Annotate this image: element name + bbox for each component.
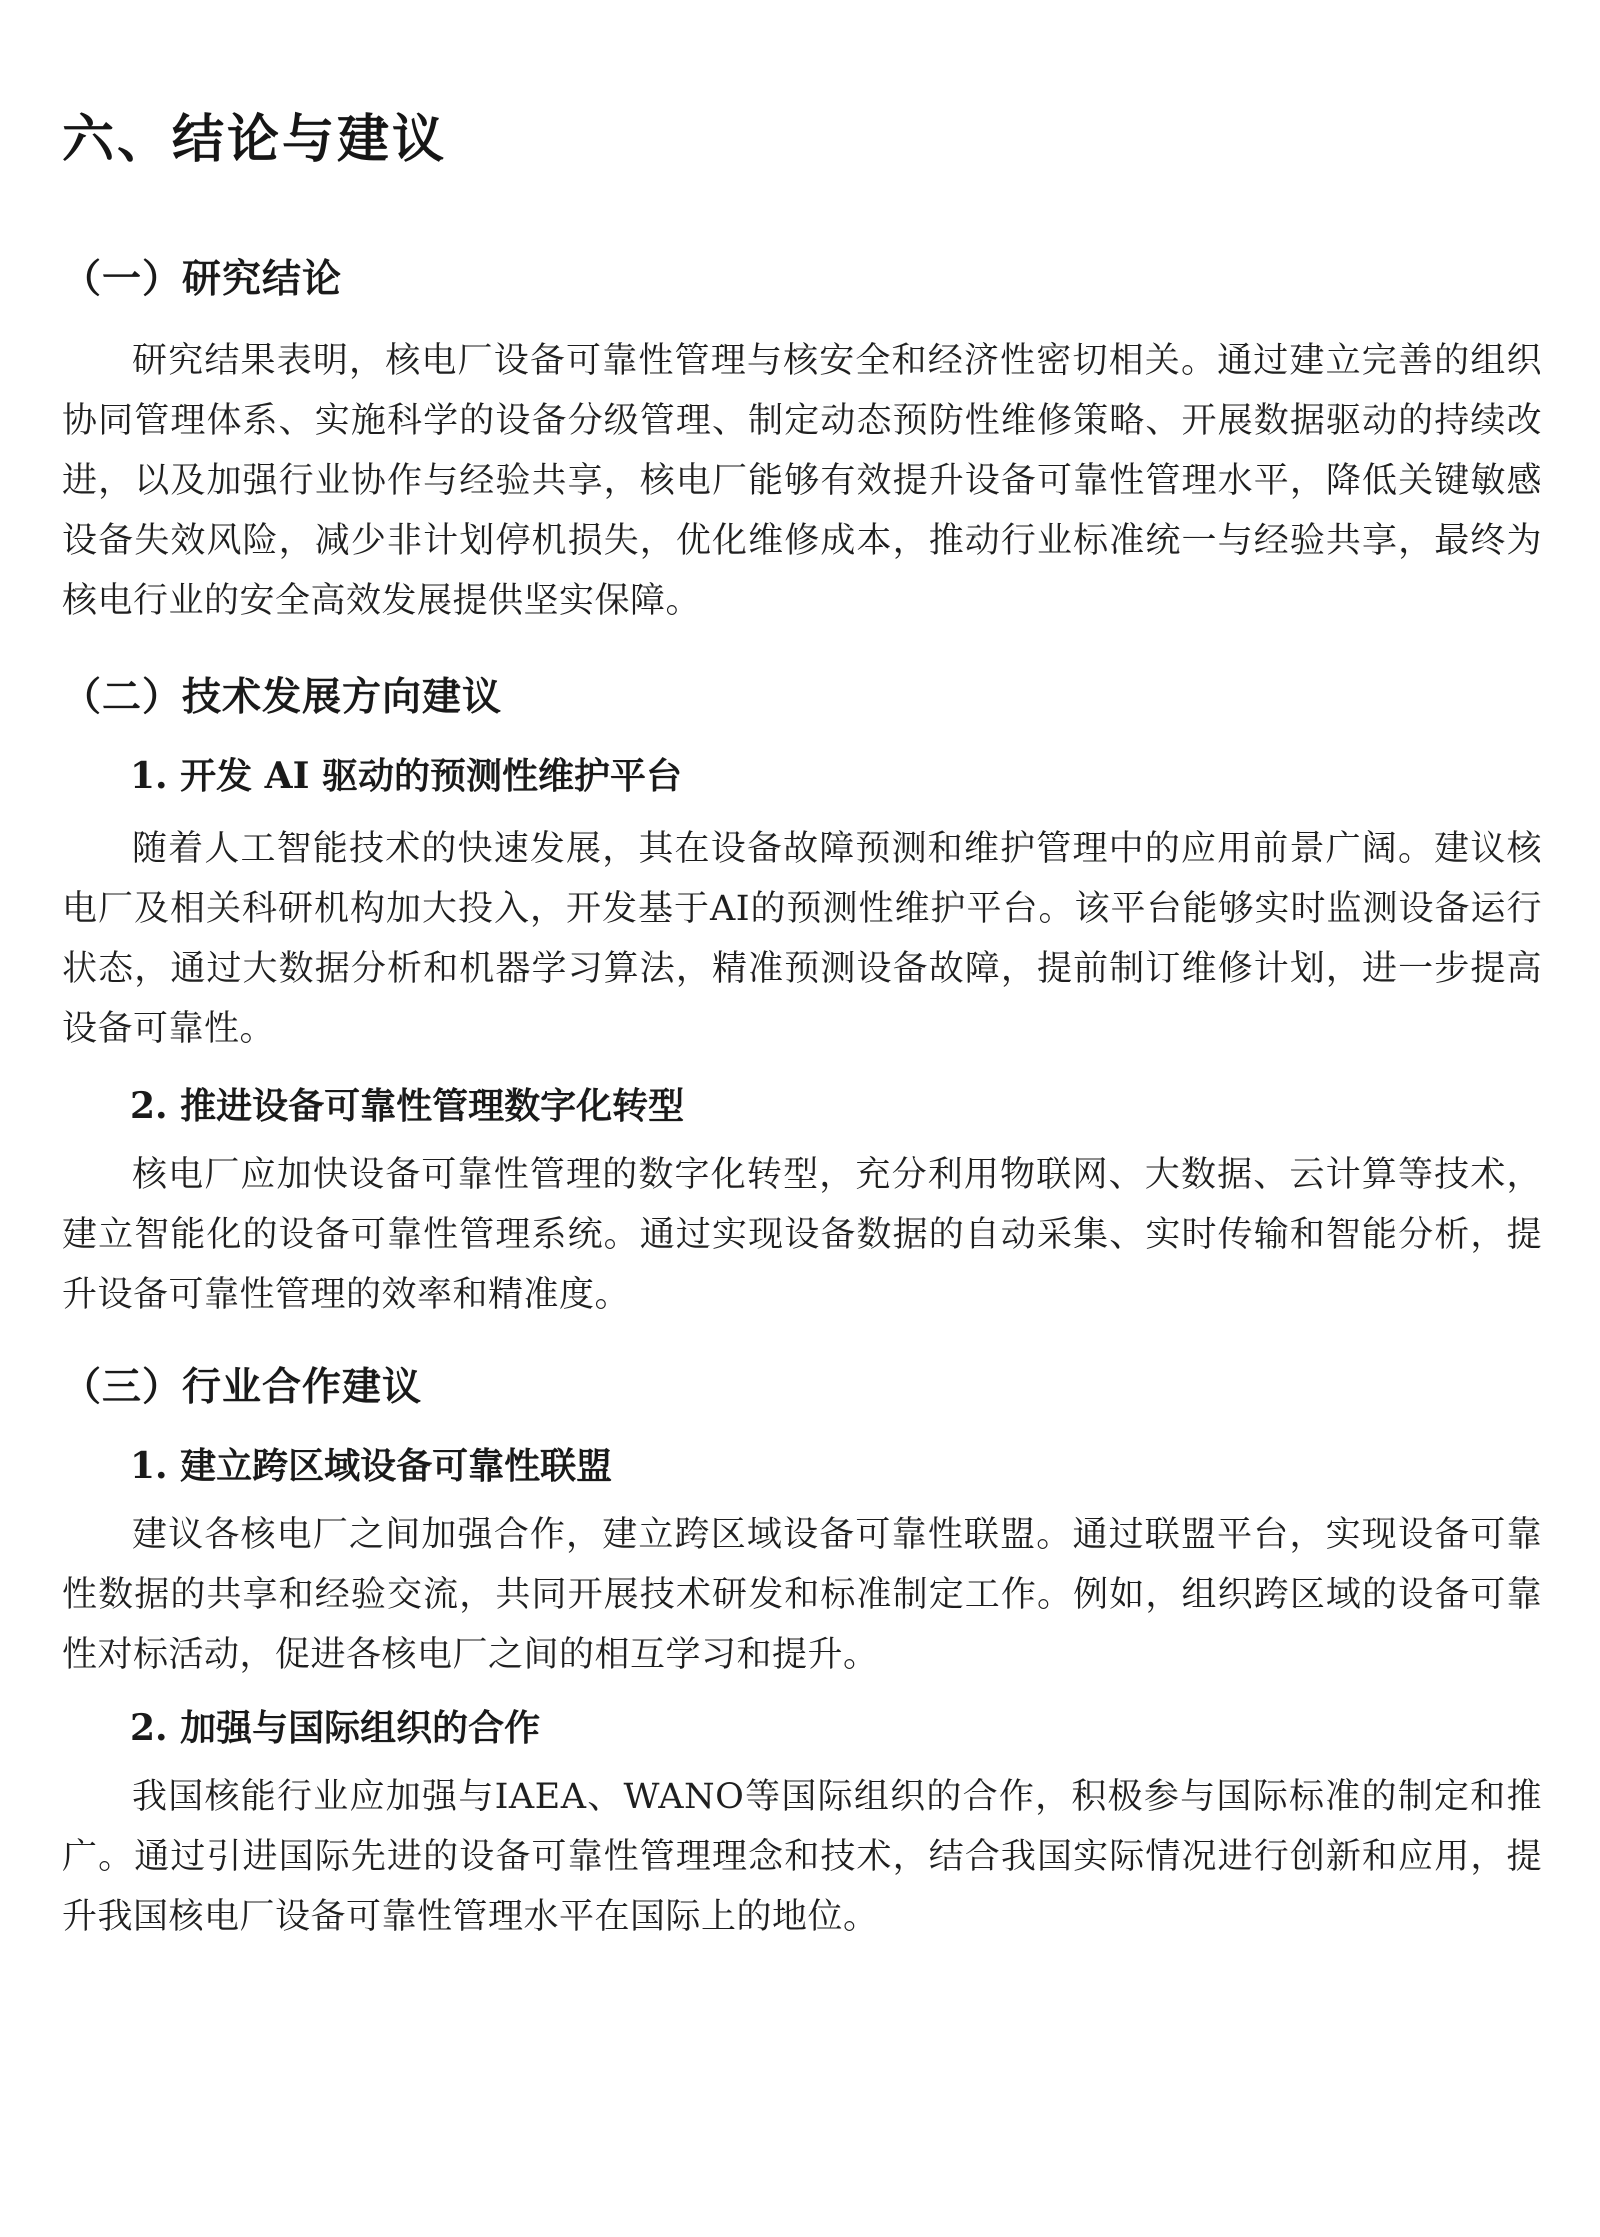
section-heading-3: （三）行业合作建议 (62, 1364, 423, 1410)
document-title: 六、结论与建议 (62, 109, 448, 170)
subsection-heading: 1. 开发 AI 驱动的预测性维护平台 (130, 755, 682, 797)
section-heading-1: （一）研究结论 (62, 256, 343, 302)
section-heading-2: （二）技术发展方向建议 (62, 674, 503, 720)
paragraph: 我国核能行业应加强与IAEA、WANO等国际组织的合作，积极参与国际标准的制定和推广。通过引进国际先进的设备可靠性管理理念和技术，结合我国实际情况进行创新和应用，提升我国核电厂设备可靠性管理水平在国际上的地位。 (62, 1777, 1542, 1937)
subsection-heading: 1. 建立跨区域设备可靠性联盟 (130, 1445, 613, 1487)
subsection-heading: 2. 推进设备可靠性管理数字化转型 (130, 1085, 685, 1127)
paragraph: 研究结果表明，核电厂设备可靠性管理与核安全和经济性密切相关。通过建立完善的组织协同管理体系、实施科学的设备分级管理、制定动态预防性维修策略、开展数据驱动的持续改进，以及加强行业协作与经验共享，核电厂能够有效提升设备可靠性管理水平，降低关键敏感设备失效风险，减少非计划停机损失，优化维修成本，推动行业标准统一与经验共享，最终为核电行业的安全高效发展提供坚实保障。 (62, 341, 1542, 621)
subsection-heading: 2. 加强与国际组织的合作 (130, 1707, 541, 1749)
paragraph: 核电厂应加快设备可靠性管理的数字化转型，充分利用物联网、大数据、云计算等技术，建立智能化的设备可靠性管理系统。通过实现设备数据的自动采集、实时传输和智能分析，提升设备可靠性管理的效率和精准度。 (62, 1155, 1542, 1315)
paragraph: 建议各核电厂之间加强合作，建立跨区域设备可靠性联盟。通过联盟平台，实现设备可靠性数据的共享和经验交流，共同开展技术研发和标准制定工作。例如，组织跨区域的设备可靠性对标活动，促进各核电厂之间的相互学习和提升。 (62, 1515, 1542, 1675)
paragraph: 随着人工智能技术的快速发展，其在设备故障预测和维护管理中的应用前景广阔。建议核电厂及相关科研机构加大投入，开发基于AI的预测性维护平台。该平台能够实时监测设备运行状态，通过大数据分析和机器学习算法，精准预测设备故障，提前制订维修计划，进一步提高设备可靠性。 (62, 829, 1542, 1049)
